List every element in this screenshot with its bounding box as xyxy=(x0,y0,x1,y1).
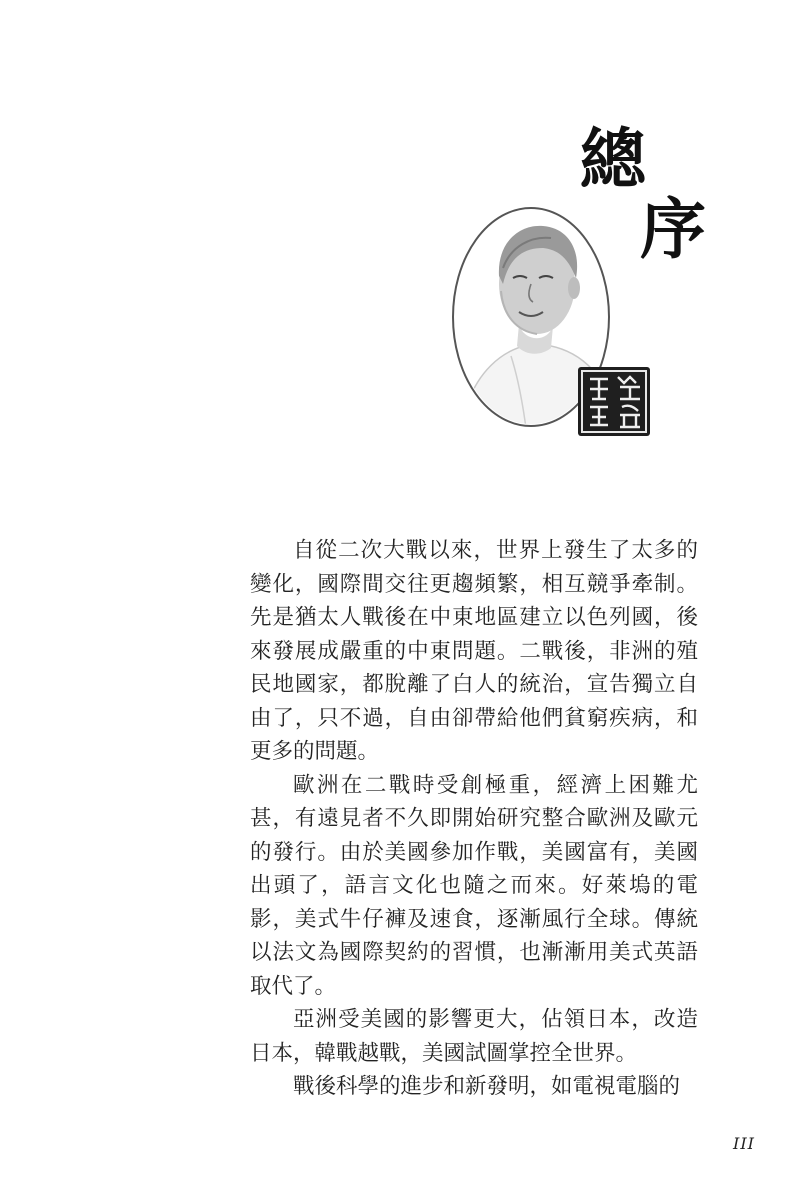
paragraph-1: 自從二次大戰以來，世界上發生了太多的變化，國際間交往更趨頻繁，相互競爭牽制。先是猶太人戰後在中東地區建立以色列國，後來發展成嚴重的中東問題。二戰後，非洲的殖民地國家，都脫離了白人的統治，宣告獨立自由了，只不過，自由卻帶給他們貧窮疾病，和更多的問題。 xyxy=(250,538,698,764)
title-char-2: 序 xyxy=(640,190,706,268)
author-seal xyxy=(578,367,650,436)
title-char-1: 總 xyxy=(580,120,646,198)
preface-body xyxy=(250,534,698,1104)
seal-stamp-graphic xyxy=(578,367,650,436)
paragraph-4: 戰後科學的進步和新發明，如電視電腦的 xyxy=(293,1074,681,1099)
paragraph-2: 歐洲在二戰時受創極重，經濟上困難尤甚，有遠見者不久即開始研究整合歐洲及歐元的發行。由於美國參加作戰，美國富有，美國出頭了，語言文化也隨之而來。好萊塢的電影，美式牛仔褲及速食，逐漸風行全球。傳統以法文為國際契約的習慣，也漸漸用美式英語取代了。 xyxy=(250,772,698,999)
paragraph-3: 亞洲受美國的影響更大，佔領日本，改造日本，韓戰越戰，美國試圖掌控全世界。 xyxy=(250,1007,698,1066)
page-number: III xyxy=(733,1134,755,1153)
